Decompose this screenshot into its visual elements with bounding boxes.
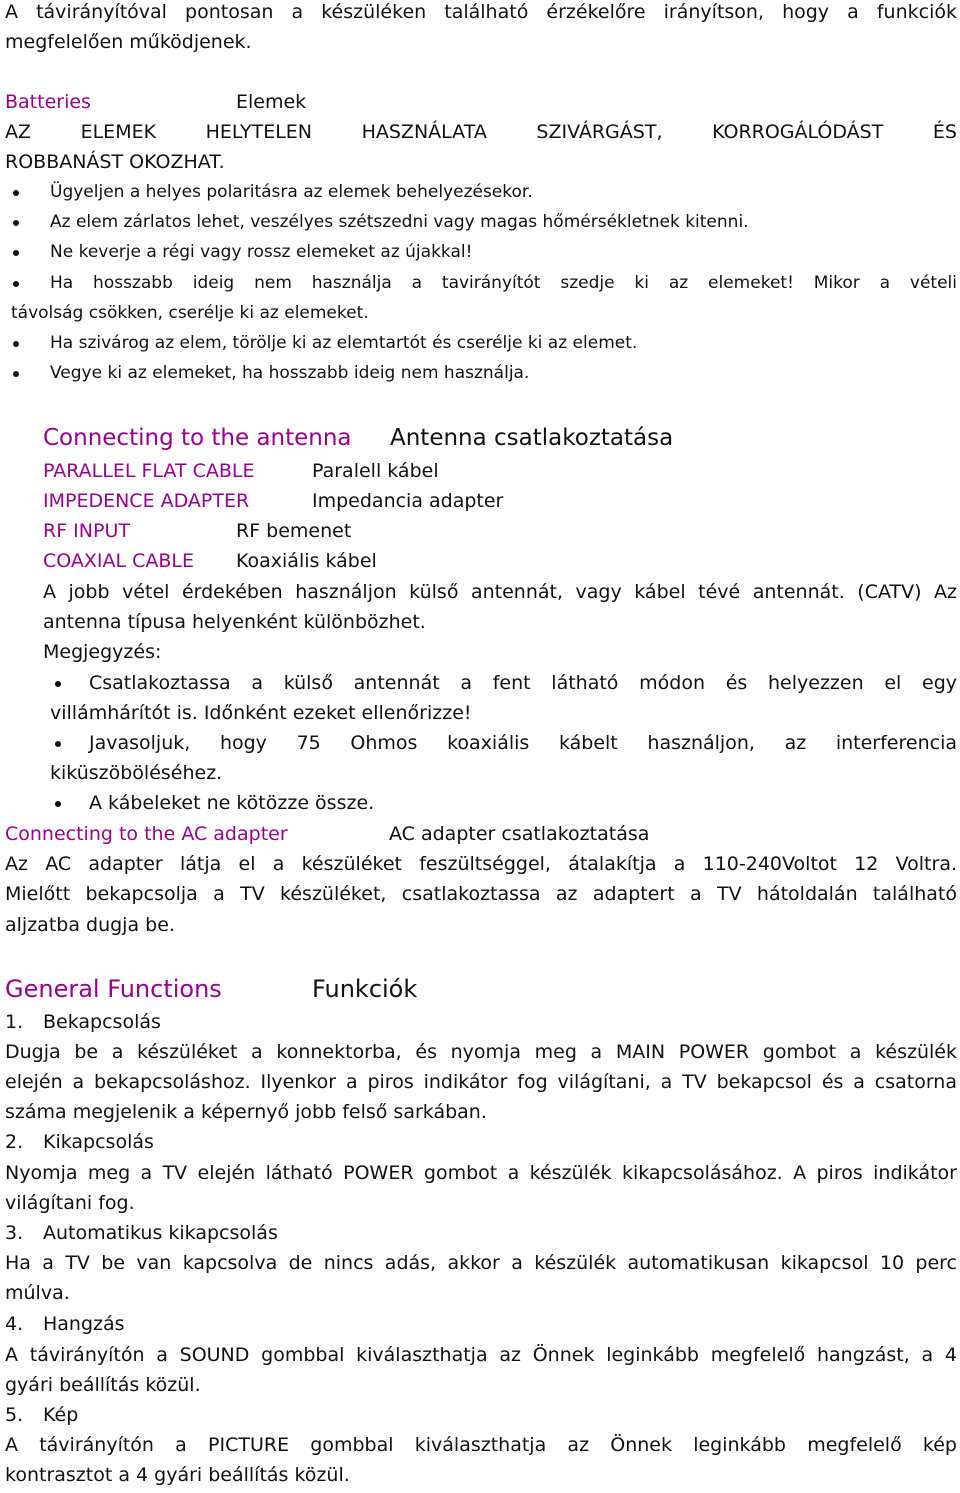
- section-number: 5.: [5, 1404, 24, 1426]
- section-title: Automatikus kikapcsolás: [43, 1222, 278, 1244]
- intro-line-1: A távirányítóval pontosan a készüléken található érzékelőre irányítson, hogy a funkciók: [5, 1, 957, 23]
- antenna-heading-hu: Antenna csatlakoztatása: [390, 425, 674, 451]
- bullet-icon: [13, 341, 19, 347]
- note-item: Csatlakoztassa a külső antennát a fent látható módon és helyezzen el egy: [89, 672, 957, 694]
- section-text-line: Dugja be a készüléket a konnektorba, és nyomja meg a MAIN POWER gombot a készülék: [5, 1041, 957, 1063]
- ac-heading-hu: AC adapter csatlakoztatása: [389, 823, 650, 845]
- bullet-icon: [55, 681, 61, 687]
- term-hu: Koaxiális kábel: [236, 550, 377, 572]
- batteries-heading-en: Batteries: [5, 91, 91, 113]
- section-text-line: kontrasztot a 4 gyári beállítás közül.: [5, 1464, 350, 1486]
- note-item: A kábeleket ne kötözze össze.: [89, 792, 375, 814]
- bullet-icon: [13, 250, 19, 256]
- section-text-line: száma megjelenik a képernyő jobb felső sarkában.: [5, 1101, 487, 1123]
- term-en: IMPEDENCE ADAPTER: [43, 490, 250, 512]
- note-item-continuation: kiküszöböléséhez.: [50, 762, 223, 784]
- term-hu: Paralell kábel: [312, 460, 439, 482]
- antenna-paragraph-line-2: antenna típusa helyenként különbözhet.: [43, 611, 426, 633]
- bullet-icon: [13, 220, 19, 226]
- battery-item-continuation: távolság csökken, cserélje ki az elemeket.: [11, 303, 369, 323]
- battery-warning-line-1: AZ ELEMEK HELYTELEN HASZNÁLATA SZIVÁRGÁST, KORROGÁLÓDÁST ÉS: [5, 121, 957, 143]
- section-title: Bekapcsolás: [43, 1011, 161, 1033]
- battery-item: Az elem zárlatos lehet, veszélyes szétszedni vagy magas hőmérsékletnek kitenni.: [50, 212, 749, 232]
- battery-item: Ha szivárog az elem, törölje ki az elemtartót és cserélje ki az elemet.: [50, 333, 638, 353]
- term-hu: Impedancia adapter: [312, 490, 504, 512]
- section-text-line: Nyomja meg a TV elején látható POWER gombot a készülék kikapcsolásához. A piros indikátor: [5, 1162, 957, 1184]
- term-en: PARALLEL FLAT CABLE: [43, 460, 255, 482]
- bullet-icon: [55, 741, 61, 747]
- section-text-line: Ha a TV be van kapcsolva de nincs adás, akkor a készülék automatikusan kikapcsol 10 perc: [5, 1252, 957, 1274]
- note-item: Javasoljuk, hogy 75 Ohmos koaxiális kábelt használjon, az interferencia: [89, 732, 957, 754]
- section-title: Kép: [43, 1404, 79, 1426]
- ac-line-2: Mielőtt bekapcsolja a TV készüléket, csatlakoztassa az adaptert a TV hátoldalán található: [5, 883, 957, 905]
- section-text-line: gyári beállítás közül.: [5, 1374, 201, 1396]
- section-text-line: A távirányítón a SOUND gombbal kiválaszthatja az Önnek leginkább megfelelő hangzást, a 4: [5, 1344, 957, 1366]
- section-title: Kikapcsolás: [43, 1131, 154, 1153]
- section-text-line: elején a bekapcsoláshoz. Ilyenkor a piros indikátor fog világítani, a TV bekapcsol és a csatorna: [5, 1071, 957, 1093]
- note-item-continuation: villámhárítót is. Időnként ezeket ellenőrizze!: [50, 702, 472, 724]
- section-number: 3.: [5, 1222, 24, 1244]
- section-number: 2.: [5, 1131, 24, 1153]
- antenna-heading-en: Connecting to the antenna: [43, 425, 352, 451]
- section-number: 1.: [5, 1011, 24, 1033]
- battery-warning-line-2: ROBBANÁST OKOZHAT.: [5, 151, 225, 173]
- term-en: RF INPUT: [43, 520, 130, 542]
- intro-line-2: megfelelően működjenek.: [5, 31, 252, 53]
- functions-heading-en: General Functions: [5, 975, 222, 1003]
- note-label: Megjegyzés:: [43, 641, 162, 663]
- antenna-paragraph-line-1: A jobb vétel érdekében használjon külső antennát, vagy kábel tévé antennát. (CATV) Az: [43, 581, 957, 603]
- battery-item: Ügyeljen a helyes polaritásra az elemek behelyezésekor.: [50, 182, 533, 202]
- section-text-line: múlva.: [5, 1282, 70, 1304]
- section-title: Hangzás: [43, 1313, 125, 1335]
- battery-item: Vegye ki az elemeket, ha hosszabb ideig nem használja.: [50, 363, 530, 383]
- functions-heading-hu: Funkciók: [312, 975, 418, 1003]
- ac-line-3: aljzatba dugja be.: [5, 914, 175, 936]
- ac-line-1: Az AC adapter látja el a készüléket feszültséggel, átalakítja a 110-240Voltot 12 Voltra.: [5, 853, 957, 875]
- battery-item: Ne keverje a régi vagy rossz elemeket az újakkal!: [50, 242, 473, 262]
- bullet-icon: [13, 190, 19, 196]
- section-number: 4.: [5, 1313, 24, 1335]
- section-text-line: világítani fog.: [5, 1192, 135, 1214]
- term-en: COAXIAL CABLE: [43, 550, 195, 572]
- bullet-icon: [13, 371, 19, 377]
- ac-heading-en: Connecting to the AC adapter: [5, 823, 288, 845]
- battery-item: Ha hosszabb ideig nem használja a tavirányítót szedje ki az elemeket! Mikor a vételi: [50, 273, 957, 293]
- bullet-icon: [55, 801, 61, 807]
- term-hu: RF bemenet: [236, 520, 352, 542]
- section-text-line: A távirányítón a PICTURE gombbal kiválaszthatja az Önnek leginkább megfelelő kép: [5, 1434, 957, 1456]
- bullet-icon: [13, 281, 19, 287]
- batteries-heading-hu: Elemek: [236, 91, 307, 113]
